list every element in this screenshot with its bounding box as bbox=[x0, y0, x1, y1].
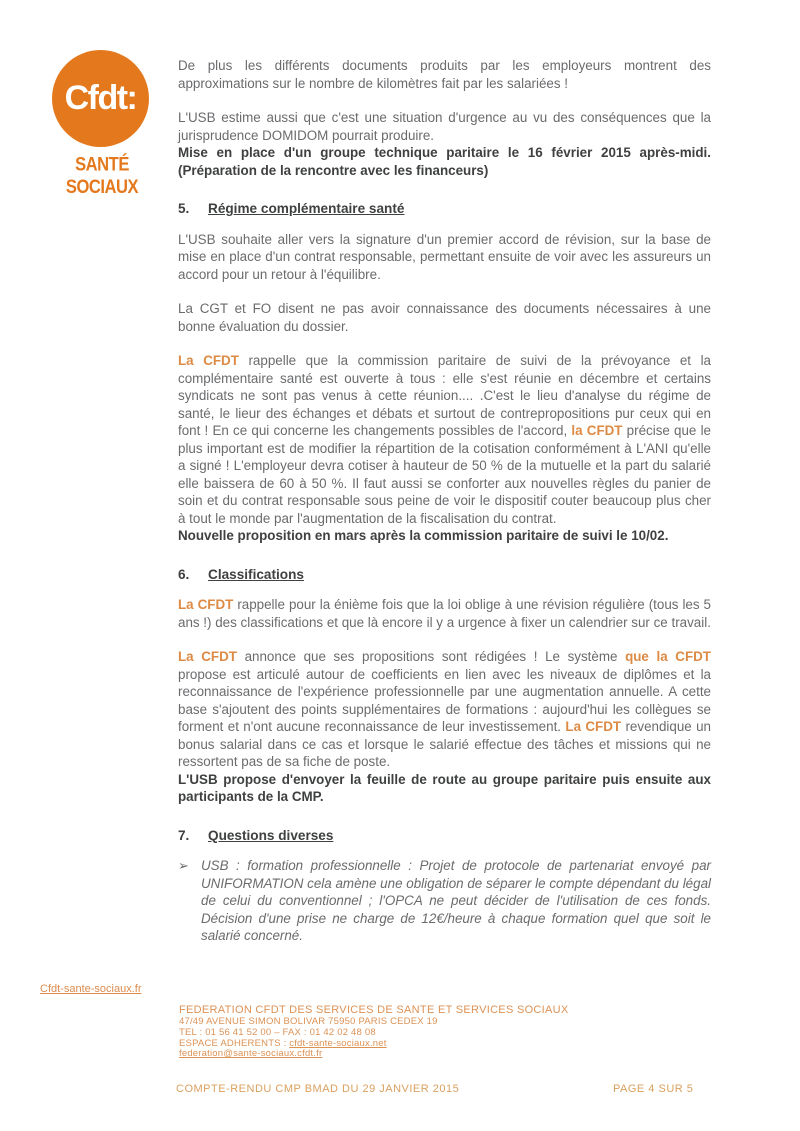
logo-subtitle-line1: SANTÉ bbox=[75, 153, 129, 175]
text-run: Nouvelle proposition en mars après la commission paritaire de suivi le 10/02. bbox=[178, 528, 669, 543]
section-heading-6 bbox=[178, 566, 711, 584]
text-run: revendique un bonus salarial dans ce cas et lorsque le salarié effectue des tâches et missions qui ne ressortent pas de sa fiche de poste. bbox=[178, 719, 711, 769]
cfdt-logo-text: Cfdt: bbox=[64, 79, 137, 117]
cfdt-logo bbox=[52, 50, 152, 198]
paragraph-groupe-technique bbox=[178, 144, 711, 179]
cfdt-highlight: que la CFDT bbox=[625, 649, 711, 664]
cfdt-highlight: la CFDT bbox=[571, 423, 627, 438]
federation-name: FEDERATION CFDT DES SERVICES DE SANTE ET SERVICES SOCIAUX bbox=[179, 1004, 569, 1016]
federation-email-line bbox=[179, 1049, 569, 1060]
section-title: Régime complémentaire santé bbox=[208, 201, 405, 216]
text-run: rappelle que la commission paritaire de suivi de la prévoyance et la complémentaire santé est ouverte à tous : elle s'est réunie en décembre et certains syndicats ne sont pas venus à cette réunion.... .C'est le lieu d'analyse du régime de santé, le lieur des échanges et débats et surtout de contrepropositions pur ceux qui en font ! En ce qui concerne les changements possibles de l'accord, bbox=[178, 353, 711, 438]
federation-tel-fax: TEL : 01 56 41 52 00 – FAX : 01 42 02 48 08 bbox=[179, 1026, 376, 1038]
paragraph-usb-urgence bbox=[178, 109, 711, 144]
section-title: Classifications bbox=[208, 566, 304, 582]
text-run: propose est articulé autour de coefficients en lien avec les niveaux de diplômes et la reconnaissance de l'expérience professionnelle par une augmentation annuelle. A cette base s'ajoutent des points supplémentaires de formations : aujourd'hui les collègues se forment et n'ont aucune reconnaissance de leur investissement. bbox=[178, 666, 711, 734]
cfdt-logo-circle bbox=[52, 50, 149, 147]
text-run: annonce que ses propositions sont rédigées ! Le système bbox=[244, 649, 626, 664]
cfdt-highlight: La CFDT bbox=[178, 597, 238, 612]
paragraph-cfdt-commission bbox=[178, 352, 711, 527]
text-run: Mise en place d'un groupe technique paritaire le 16 février 2015 après-midi. (Préparation de la rencontre avec les financeurs) bbox=[178, 145, 711, 178]
cfdt-highlight: La CFDT bbox=[178, 353, 249, 368]
site-link[interactable]: Cfdt-sante-sociaux.fr bbox=[40, 983, 142, 995]
federation-footer bbox=[179, 1004, 569, 1060]
paragraph-cgt-fo bbox=[178, 300, 711, 335]
paragraph-intro bbox=[178, 57, 711, 92]
paragraph-usb-feuille-route bbox=[178, 771, 711, 806]
paragraph-cfdt-propositions bbox=[178, 648, 711, 771]
text-run: L'USB estime aussi que c'est une situation d'urgence au vu des conséquences que la jurisprudence DOMIDOM pourrait produire. bbox=[178, 110, 711, 143]
paragraph-cfdt-revision bbox=[178, 596, 711, 631]
paragraph-usb-accord bbox=[178, 231, 711, 284]
bullet-arrow-icon: ➢ bbox=[178, 858, 189, 873]
section-title: Questions diverses bbox=[208, 827, 334, 843]
email-link[interactable]: federation@sante-sociaux.cfdt.fr bbox=[179, 1048, 323, 1060]
logo-subtitle bbox=[56, 153, 148, 198]
text-run: De plus les différents documents produits par les employeurs montrent des approximations sur le nombre de kilomètres fait par les salariées ! bbox=[178, 58, 711, 91]
section-heading-7 bbox=[178, 827, 711, 845]
section-number: 6. bbox=[178, 566, 190, 582]
text-run: précise que le plus important est de modifier la répartition de la cotisation conformément à L'ANI qu'elle a signé ! L'employeur devra cotiser à hauteur de 50 % de la mutuelle et la part du salarié elle baissera de 60 à 50 %. Il faut aussi se conforter aux nouvelles règles du panier de soin et du contrat responsable sous peine de voir le dispositif couter beaucoup plus cher à tout le monde par l'augmentation de la fiscalisation du contrat. bbox=[178, 423, 711, 526]
federation-address: 47/49 AVENUE SIMON BOLIVAR 75950 PARIS CEDEX 19 bbox=[179, 1016, 438, 1027]
adherents-label: ESPACE ADHERENTS : bbox=[179, 1037, 290, 1049]
section-number: 7. bbox=[178, 827, 190, 843]
document-footer-title: COMPTE-RENDU CMP BMAD DU 29 JANVIER 2015 bbox=[176, 1083, 460, 1095]
text-run: USB : formation professionnelle : Projet de protocole de partenariat envoyé par UNIFORMATION cela amène une obligation de séparer le compte dépendant du légal de celui du conventionnel ; l'OPCA ne peut décider de l'utilisation de ces fonds. Décision d'une prise ne charge de 12€/heure à chaque formation quel que soit le salarié concerné. bbox=[201, 858, 711, 943]
text-run: rappelle pour la énième fois que la loi oblige à une révision régulière (tous les 5 ans !) des classifications et que là encore il y a urgence à fixer un calendrier sur ce travail. bbox=[178, 597, 711, 630]
cfdt-highlight: La CFDT bbox=[565, 719, 626, 734]
bullet-text bbox=[201, 857, 711, 945]
bullet-item-usb-formation bbox=[178, 857, 711, 945]
document-body bbox=[178, 57, 711, 945]
adherents-link[interactable]: cfdt-sante-sociaux.net bbox=[289, 1037, 387, 1049]
section-number: 5. bbox=[178, 201, 190, 216]
cfdt-highlight: La CFDT bbox=[178, 649, 245, 664]
logo-subtitle-line2: SOCIAUX bbox=[65, 175, 139, 198]
text-run: L'USB souhaite aller vers la signature d'un premier accord de révision, sur la base de mise en place d'un contrat responsable, permettant ensuite de voir avec les assureurs un accord pour un retour à l'équilibre. bbox=[178, 231, 711, 282]
text-run: La CGT et FO disent ne pas avoir connaissance des documents nécessaires à une bonne évaluation du dossier. bbox=[178, 301, 711, 334]
section-heading-5 bbox=[178, 200, 711, 218]
paragraph-nouvelle-proposition bbox=[178, 527, 711, 545]
text-run: L'USB propose d'envoyer la feuille de route au groupe paritaire puis ensuite aux participants de la CMP. bbox=[178, 771, 711, 804]
page-number: PAGE 4 SUR 5 bbox=[613, 1083, 694, 1095]
